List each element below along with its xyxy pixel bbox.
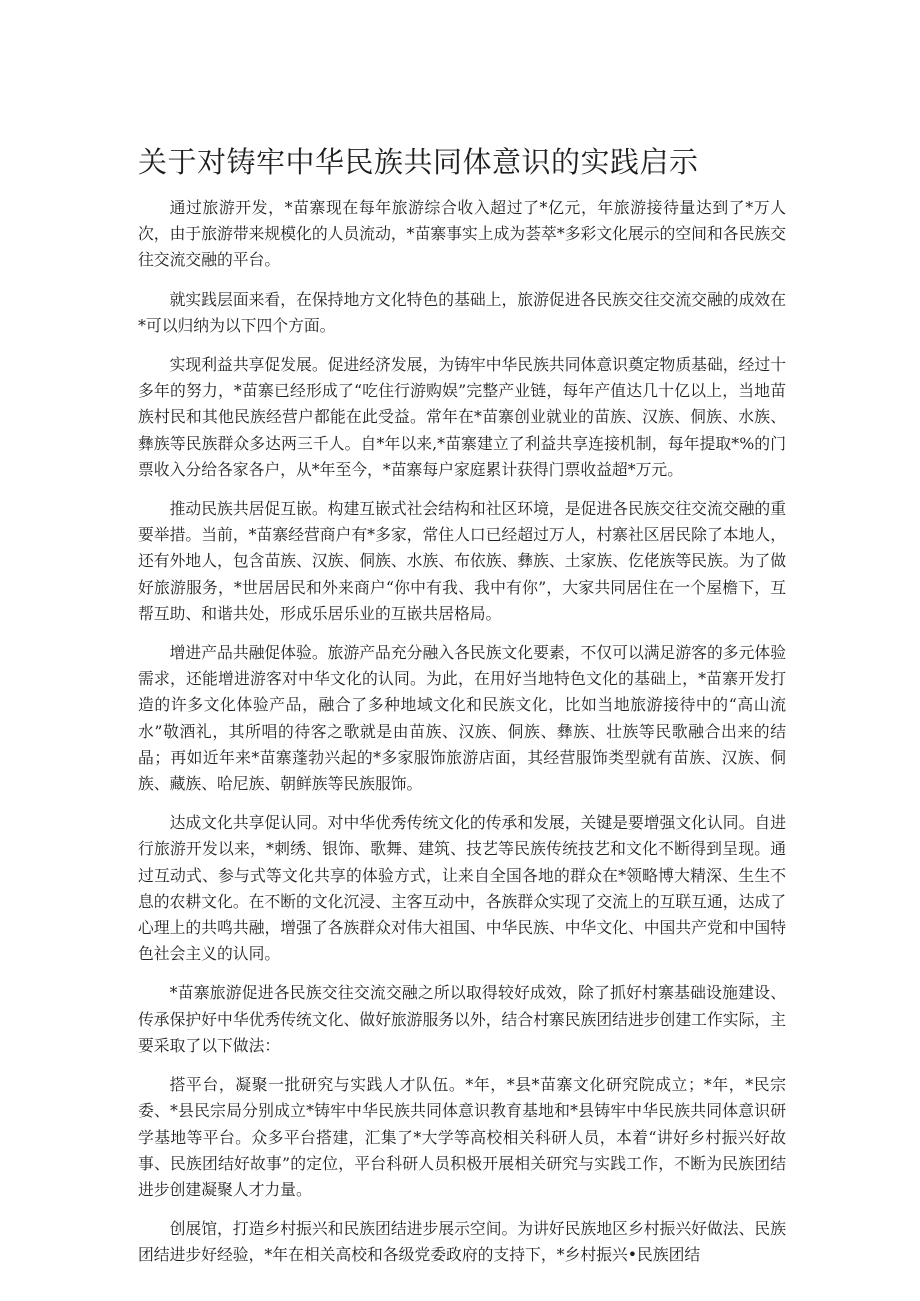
paragraph: 通过旅游开发，*苗寨现在每年旅游综合收入超过了*亿元，年旅游接待量达到了*万人次，由于旅游带来规模化的人员流动，*苗寨事实上成为荟萃*多彩文化展示的空间和各民族交往交流交融的平台。 (138, 198, 786, 270)
paragraph: 实现利益共享促发展。促进经济发展，为铸牢中华民族共同体意识奠定物质基础，经过十多年的努力，*苗寨已经形成了“吃住行游购娱”完整产业链，每年产值达几十亿以上，当地苗族村民和其他民族经营户都能在此受益。常年在*苗寨创业就业的苗族、汉族、侗族、水族、彝族等民族群众多达两三千人。自*年以来,*苗寨建立了利益共享连接机制，每年提取*%的门票收入分给各家各户，从*年至今，*苗寨每户家庭累计获得门票收益超*万元。 (138, 355, 786, 479)
paragraph: 创展馆，打造乡村振兴和民族团结进步展示空间。为讲好民族地区乡村振兴好做法、民族团结进步好经验，*年在相关高校和各级党委政府的支持下，*乡村振兴•民族团结 (138, 1219, 786, 1265)
paragraph: 达成文化共享促认同。对中华优秀传统文化的传承和发展，关键是要增强文化认同。自进行旅游开发以来，*刺绣、银饰、歌舞、建筑、技艺等民族传统技艺和文化不断得到呈现。通过互动式、参与式等文化共享的体验方式，让来自全国各地的群众在*领略博大精深、生生不息的农耕文化。在不断的文化沉浸、主客互动中，各族群众实现了交流上的互联互通，达成了心理上的共鸣共融，增强了各族群众对伟大祖国、中华民族、中华文化、中国共产党和中国特色社会主义的认同。 (138, 813, 786, 964)
document-body (138, 195, 786, 1282)
paragraph: 就实践层面来看，在保持地方文化特色的基础上，旅游促进各民族交往交流交融的成效在*可以归纳为以下四个方面。 (138, 289, 786, 335)
paragraph: 搭平台，凝聚一批研究与实践人才队伍。*年，*县*苗寨文化研究院成立；*年，*民宗委、*县民宗局分别成立*铸牢中华民族共同体意识教育基地和*县铸牢中华民族共同体意识研学基地等平台。众多平台搭建，汇集了*大学等高校相关科研人员，本着“讲好乡村振兴好故事、民族团结好故事”的定位，平台科研人员积极开展相关研究与实践工作，不断为民族团结进步创建凝聚人才力量。 (138, 1075, 786, 1199)
paragraph: *苗寨旅游促进各民族交往交流交融之所以取得较好成效，除了抓好村寨基础设施建设、传承保护好中华优秀传统文化、做好旅游服务以外，结合村寨民族团结进步创建工作实际，主要采取了以下做法： (138, 983, 786, 1055)
document-title: 关于对铸牢中华民族共同体意识的实践启示 (138, 145, 699, 179)
paragraph: 推动民族共居促互嵌。构建互嵌式社会结构和社区环境，是促进各民族交往交流交融的重要举措。当前，*苗寨经营商户有*多家，常住人口已经超过万人，村寨社区居民除了本地人，还有外地人，包含苗族、汉族、侗族、水族、布依族、彝族、土家族、仡佬族等民族。为了做好旅游服务，*世居居民和外来商户“你中有我、我中有你”，大家共同居住在一个屋檐下，互帮互助、和谐共处，形成乐居乐业的互嵌共居格局。 (138, 499, 786, 623)
paragraph: 增进产品共融促体验。旅游产品充分融入各民族文化要素，不仅可以满足游客的多元体验需求，还能增进游客对中华文化的认同。为此，在用好当地特色文化的基础上，*苗寨开发打造的许多文化体验产品，融合了多种地域文化和民族文化，比如当地旅游接待中的“高山流水”敬酒礼，其所唱的待客之歌就是由苗族、汉族、侗族、彝族、壮族等民歌融合出来的结晶；再如近年来*苗寨蓬勃兴起的*多家服饰旅游店面，其经营服饰类型就有苗族、汉族、侗族、藏族、哈尼族、朝鲜族等民族服饰。 (138, 643, 786, 794)
